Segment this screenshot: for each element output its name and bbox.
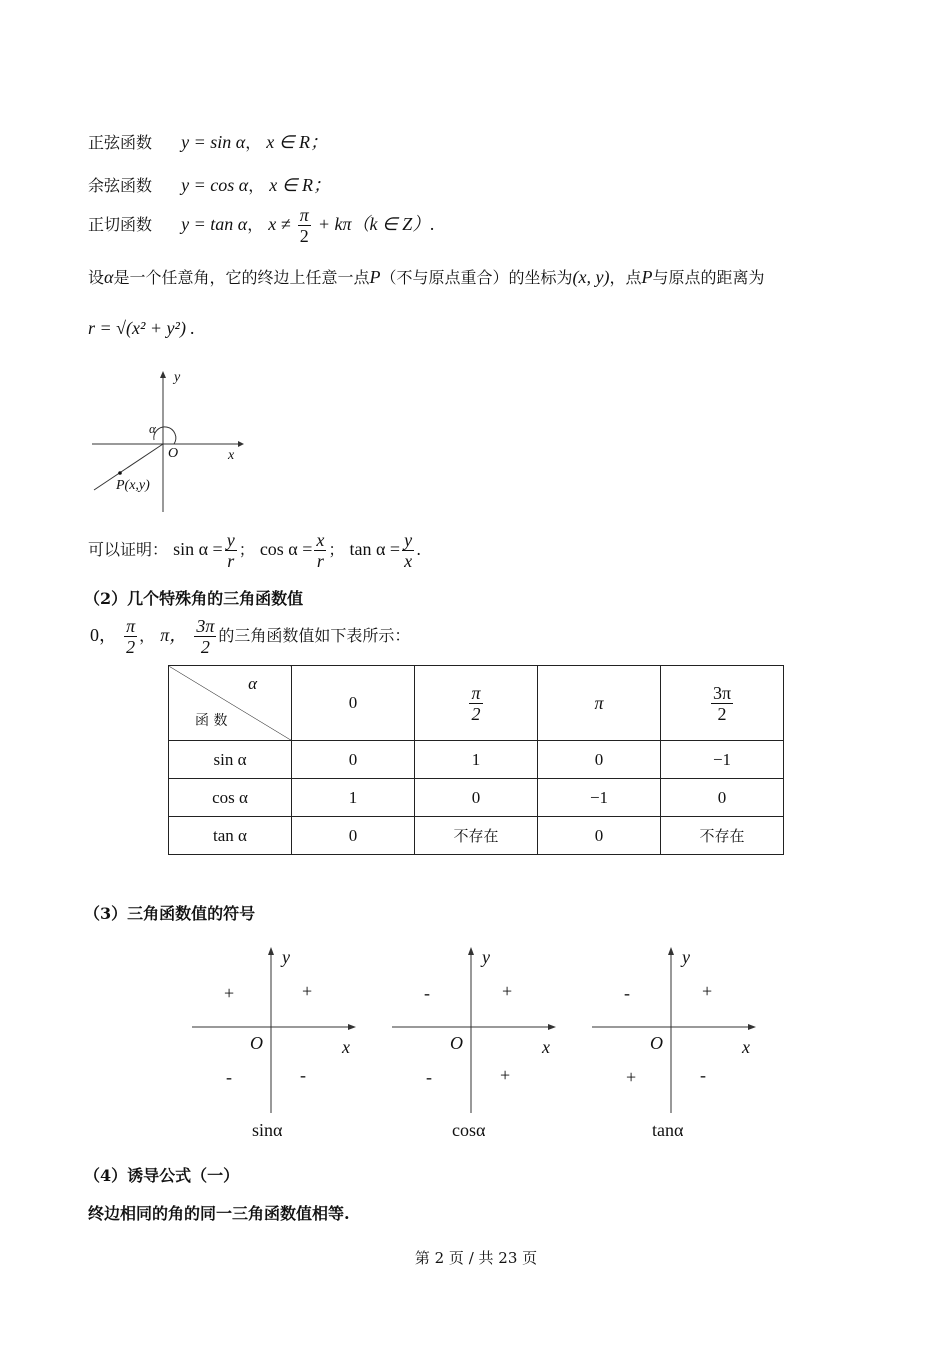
chart-label: sinα [252,1120,283,1140]
n: 3π [712,682,732,703]
quadrant-3-sign: - [226,1067,232,1087]
header-cell [415,666,538,741]
cell: 不存在 [415,817,538,855]
chart-label: cosα [452,1120,486,1140]
t: π [594,692,604,713]
angle-header: α [248,674,257,693]
n: y [226,530,235,550]
domain: x ∈ R； [266,132,328,152]
t: sin α = [173,539,223,559]
t: ； [328,540,345,559]
cell: 0 [538,741,661,779]
cell: 1 [292,779,415,817]
quadrant-1-sign: + [702,981,713,1001]
domain: + kπ（k ∈ Z）. [317,214,435,234]
quadrant-2-sign: + [224,983,235,1003]
fn-cell: tan α [169,817,292,855]
point-label: P(x,y) [116,478,150,493]
cell: −1 [538,779,661,817]
sign-chart [390,945,560,1145]
fraction [314,530,326,571]
section-3-heading: （3）三角函数值的符号 [84,904,256,923]
fraction [225,530,237,571]
t: P [369,267,381,287]
t: （不与原点重合）的坐标为 [380,268,573,287]
x-axis-label: x [228,448,235,463]
domain: x ∈ R； [269,175,331,195]
quadrant-1-sign: + [502,981,513,1001]
quadrant-4-sign: - [700,1065,706,1085]
fn-cell: cos α [169,779,292,817]
table-row [169,817,784,855]
table-header-row [169,666,784,741]
quadrant-3-sign: + [626,1067,637,1087]
n: 3π [196,616,215,636]
t: 的三角函数值如下表所示： [218,626,411,645]
x-axis-label: x [342,1037,350,1057]
d: 2 [126,637,136,657]
t: ，点 [609,268,642,287]
d: 2 [471,703,481,724]
cell: 0 [292,741,415,779]
cosine-definition: 余弦函数 y = cos α， x ∈ R； [88,175,331,195]
t: 设 [88,268,105,287]
header-cell [661,666,784,741]
table-row [169,779,784,817]
distance-formula: r = √(x² + y²) . [88,318,195,338]
formula: y = sin α [181,132,246,152]
t: (x, y) [572,267,610,287]
angles-line [90,616,410,657]
quadrant-3-sign: - [426,1067,432,1087]
paragraph [88,265,765,288]
origin-label: O [168,446,179,461]
n: x [316,530,325,550]
d: r [227,551,235,571]
t: 0 [348,693,358,712]
fraction [469,683,482,724]
section-2-heading: （2）几个特殊角的三角函数值 [84,589,304,608]
cell: 0 [292,817,415,855]
fraction [194,616,216,657]
t: π， [160,625,188,645]
x-axis-label: x [742,1037,750,1057]
n: π [126,616,136,636]
label: 正弦函数 [88,133,153,152]
t: ， [139,626,156,645]
function-header: 函 数 [195,713,228,729]
tangent-definition: 正切函数 y = tan α， x ≠ $\frac{\pi}{2}$ + kπ（k ∈ Z）. [88,205,435,246]
x-axis-label: x [542,1037,550,1057]
section-4-heading: （4）诱导公式（一） [84,1166,240,1185]
axes [390,945,560,1115]
quadrant-2-sign: - [424,983,430,1003]
quadrant-4-sign: - [300,1065,306,1085]
fn-cell: sin α [169,741,292,779]
numerator: π [299,205,309,225]
quadrant-1-sign: + [302,981,313,1001]
y-axis-label: y [282,947,290,967]
fraction [298,205,311,246]
y-axis-label: y [682,947,690,967]
t: P [641,267,653,287]
axes [190,945,360,1115]
cell: 0 [661,779,784,817]
d: r [316,551,324,571]
origin-label: O [250,1033,263,1053]
page-footer: 第 2 页 / 共 23 页 [414,1249,538,1267]
sign-chart [190,945,360,1145]
t: 0， [90,625,117,645]
proof-line [88,530,421,571]
angle-diagram [88,368,248,513]
cell: 不存在 [661,817,784,855]
special-angles-table [168,665,784,855]
header-cell [538,666,661,741]
t: tan α = [349,539,401,559]
chart-label: tanα [652,1120,684,1140]
cell: 1 [415,741,538,779]
t: 可以证明： [88,540,169,559]
label: 余弦函数 [88,176,153,195]
y-axis-label: y [482,947,490,967]
t: 是一个任意角，它的终边上任意一点 [113,268,370,287]
d: x [404,551,413,571]
denominator: 2 [299,226,309,246]
d: 2 [717,703,727,724]
fraction [711,683,733,724]
formula: y = tan α [181,214,248,234]
cell: 0 [415,779,538,817]
corner-cell [169,666,292,741]
sign-chart [590,945,760,1145]
t: . [416,540,422,559]
origin-label: O [650,1033,663,1053]
n: π [471,682,481,703]
t: ； [238,540,255,559]
origin-label: O [450,1033,463,1053]
d: 2 [200,637,210,657]
quadrant-4-sign: + [500,1065,511,1085]
label: 正切函数 [88,215,153,234]
header-cell [292,666,415,741]
formula: y = cos α [181,175,249,195]
quadrant-2-sign: - [624,983,630,1003]
domain: x ≠ [268,214,291,234]
table-row [169,741,784,779]
cell: −1 [661,741,784,779]
fraction [402,530,414,571]
n: y [404,530,413,550]
y-axis-label: y [174,370,181,385]
angle-label: α [149,421,156,436]
axes [590,945,760,1115]
cell: 0 [538,817,661,855]
rule-text: 终边相同的角的同一三角函数值相等. [88,1204,350,1223]
t: α [104,267,114,287]
sine-definition: 正弦函数 y = sin α， x ∈ R； [88,132,328,152]
angle-diagram-svg [88,368,248,513]
t: cos α = [259,539,313,559]
t: 与原点的距离为 [652,268,765,287]
fraction [124,616,137,657]
